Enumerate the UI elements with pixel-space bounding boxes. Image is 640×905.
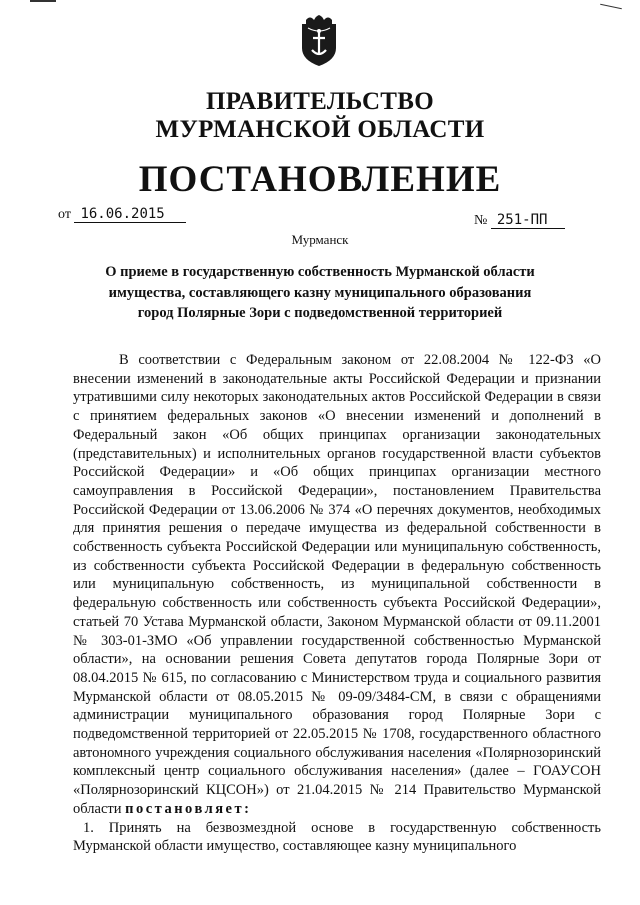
number-value: 251-ПП — [491, 212, 565, 229]
title-line: имущества, составляющего казну муниципального образования — [108, 284, 532, 301]
organization-name-line2: МУРМАНСКОЙ ОБЛАСТИ — [155, 116, 485, 143]
document-title — [100, 262, 540, 324]
preamble-paragraph — [73, 351, 601, 819]
issuing-city: Мурманск — [291, 232, 349, 247]
document-body — [73, 351, 601, 856]
scan-edge-mark — [30, 0, 56, 2]
title-line: город Полярные Зори с подведомственной территорией — [137, 305, 503, 321]
resolves-keyword: постановляет: — [125, 800, 252, 817]
document-date — [58, 206, 186, 223]
scan-edge-mark — [600, 4, 622, 10]
date-prefix: от — [58, 207, 71, 222]
organization-name-line1: ПРАВИТЕЛЬСТВО — [206, 88, 434, 115]
document-type: ПОСТАНОВЛЕНИЕ — [138, 159, 502, 200]
coat-of-arms-emblem — [296, 14, 342, 68]
number-prefix: № — [474, 213, 488, 228]
title-line: О приеме в государственную собственность Мурманской области — [105, 264, 535, 280]
resolution-item-1: 1. Принять на безвозмездной основе в государственную собственность Мурманской области имущество, составляющее казну муниципального — [73, 819, 601, 855]
document-number — [474, 212, 565, 229]
preamble-text: В соответствии с Федеральным законом от 22.08.2004 № 122-ФЗ «О внесении изменений в законодательные акты Российской Федерации и признании утратившими силу некоторых законодательных актов Российской Федерации в связи с принятием федеральных законов «О внесении изменений и дополнений в Федеральный закон «Об общих принципах организации законодательных (представительных) и исполнительных органов государственной власти субъектов Российской Федерации» и «Об общих принципах организации местного самоуправления в Российской Федерации», постановлением Правительства Российской Федерации от 13.06.2006 № 374 «О перечнях документов, необходимых для принятия решения о передаче имущества из федеральной собственности в собственность субъекта Российской Федерации или муниципальную собственность, из собственности субъекта Российской Федерации в федеральную собственность или муниципальную собственность, из муниципальной собственности в федеральную собственность или собственность субъекта Российской Федерации», статьей 70 Устава Мурманской области, Законом Мурманской области от 09.11.2001 № 303-01-ЗМО «Об управлении государственной собственностью Мурманской области», на основании решения Совета депутатов города Полярные Зори от 08.04.2015 № 615, по согласованию с Министерством труда и социального развития Мурманской области от 08.05.2015 № 09-09/3484-СМ, в связи с обращениями администрации муниципального образования город Полярные Зори с подведомственной территорией от 22.05.2015 № 1708, государственного областного автономного учреждения социального обслуживания населения «Полярнозоринский комплексный центр социального обслуживания населения» (далее – ГОАУСОН «Полярнозоринский КЦСОН») от 21.04.2015 № 214 Правительство Мурманской области — [73, 352, 601, 817]
date-value: 16.06.2015 — [74, 206, 186, 223]
